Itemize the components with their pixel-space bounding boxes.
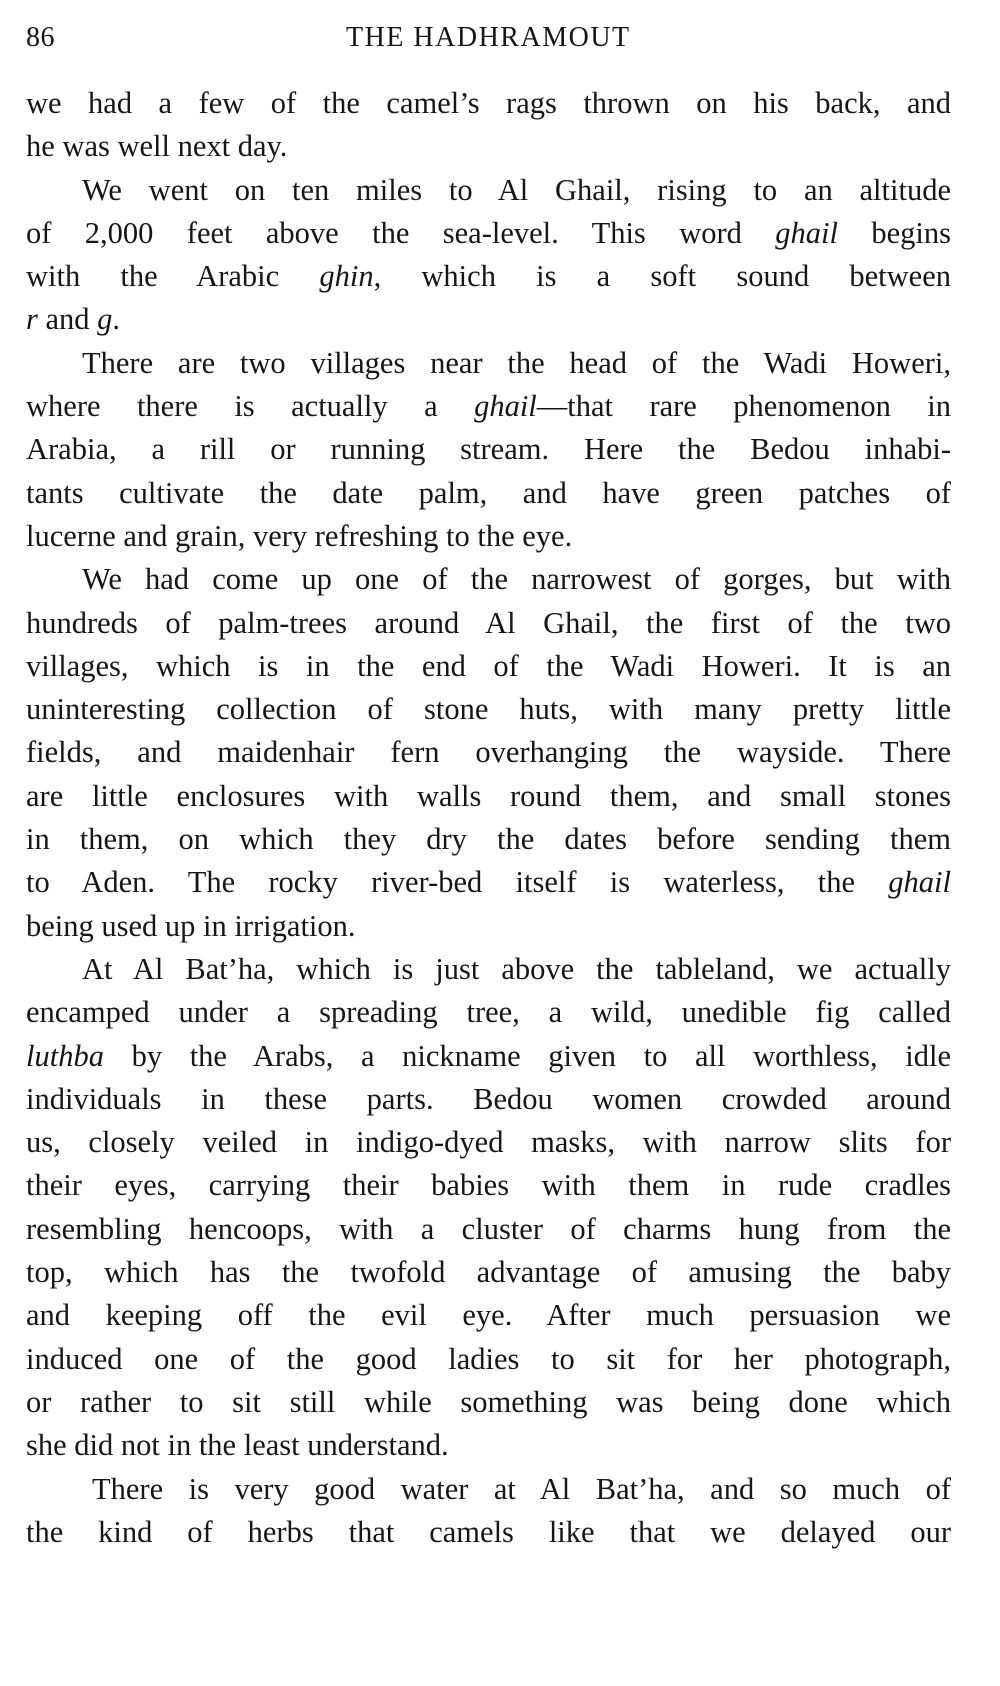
text-line: There is very good water at Al Bat’ha, and so much of [92, 1471, 951, 1506]
text-line: There are two villages near the head of the Wadi Howeri, [82, 345, 951, 380]
text-line: with the Arabic ghin, which is a soft sound between [26, 259, 951, 294]
text-line: uninteresting collection of stone huts, with many pretty little [26, 692, 951, 727]
text-line: us, closely veiled in indigo-dyed masks, with narrow slits for [26, 1125, 951, 1160]
italic-word: ghail [775, 215, 838, 250]
text-line: tants cultivate the date palm, and have green patches of [26, 475, 951, 510]
body-text [26, 82, 951, 1554]
text-line: hundreds of palm-trees around Al Ghail, the first of the two [26, 605, 951, 640]
text-line: r and g. [26, 302, 121, 337]
italic-word: r [26, 302, 38, 337]
italic-word: ghin [319, 259, 374, 294]
text-line: being used up in irrigation. [26, 908, 356, 943]
italic-word: ghail [888, 865, 951, 900]
running-title: THE HADHRAMOUT [346, 22, 631, 53]
text-line: resembling hencoops, with a cluster of charms hung from the [26, 1211, 951, 1246]
text-line: and keeping off the evil eye. After much persuasion we [26, 1298, 951, 1333]
text-line: or rather to sit still while something was being done which [26, 1384, 951, 1419]
text-line: their eyes, carrying their babies with them in rude cradles [26, 1168, 951, 1203]
text-line: top, which has the twofold advantage of amusing the baby [26, 1255, 951, 1290]
text-line: in them, on which they dry the dates before sending them [26, 822, 951, 857]
text-line: to Aden. The rocky river-bed itself is waterless, the ghail [26, 865, 951, 900]
text-line: the kind of herbs that camels like that we delayed our [26, 1514, 951, 1549]
text-line: At Al Bat’ha, which is just above the tableland, we actually [82, 951, 951, 986]
italic-word: luthba [26, 1038, 104, 1073]
text-line: he was well next day. [26, 129, 288, 164]
text-line: she did not in the least understand. [26, 1428, 449, 1463]
text-line: villages, which is in the end of the Wadi Howeri. It is an [26, 648, 951, 683]
text-line: Arabia, a rill or running stream. Here the Bedou inhabi- [26, 432, 951, 467]
text-line: luthba by the Arabs, a nickname given to all worthless, idle [26, 1038, 951, 1073]
running-head [26, 22, 951, 62]
text-line: we had a few of the camel’s rags thrown on his back, and [26, 86, 951, 120]
text-line: We had come up one of the narrowest of gorges, but with [82, 562, 951, 597]
text-line: are little enclosures with walls round them, and small stones [26, 778, 951, 813]
text-line: encamped under a spreading tree, a wild, unedible fig called [26, 995, 951, 1030]
italic-word: ghail [474, 389, 537, 424]
text-line: individuals in these parts. Bedou women crowded around [26, 1081, 951, 1116]
page-number: 86 [26, 22, 55, 53]
text-line: induced one of the good ladies to sit for her photograph, [26, 1341, 951, 1376]
italic-word: g [97, 302, 113, 337]
text-line: fields, and maidenhair fern overhanging the wayside. There [26, 735, 951, 770]
text-line: lucerne and grain, very refreshing to the eye. [26, 518, 573, 553]
text-line: where there is actually a ghail—that rare phenomenon in [26, 389, 951, 424]
text-line: We went on ten miles to Al Ghail, rising to an altitude [82, 172, 951, 207]
text-line: of 2,000 feet above the sea-level. This word ghail begins [26, 215, 951, 250]
